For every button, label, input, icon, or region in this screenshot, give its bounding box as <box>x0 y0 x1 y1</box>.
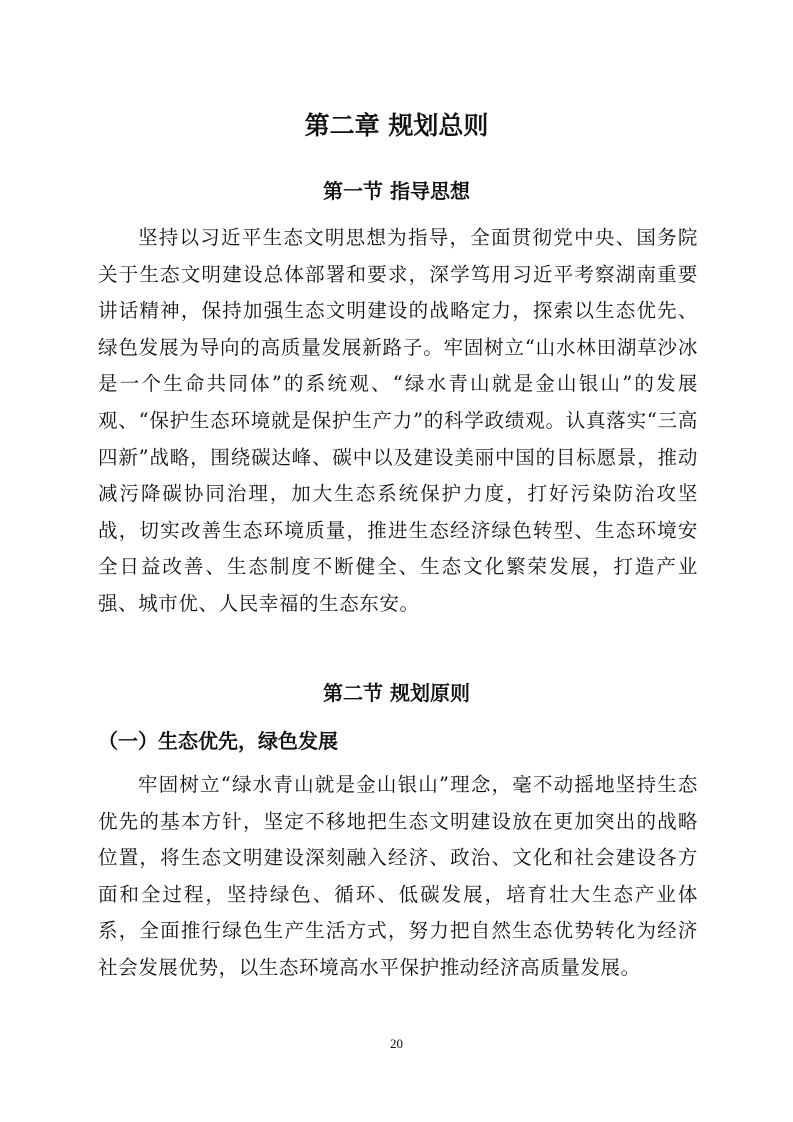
principle-paragraph: 牢固树立“绿水青山就是金山银山”理念，毫不动摇地坚持生态优先的基本方针，坚定不移地把生态文明建设放在更加突出的战略位置，将生态文明建设深刻融入经济、政治、文化和社会建设各方面和全过程，坚持绿色、循环、低碳发展，培育壮大生态产业体系，全面推行绿色生产生活方式，努力把自然生态优势转化为经济社会发展优势，以生态环境高水平保护推动经济高质量发展。 <box>98 773 698 979</box>
chapter-title: 第二章 规划总则 <box>304 111 489 140</box>
guiding-ideology-paragraph: 坚持以习近平生态文明思想为指导，全面贯彻党中央、国务院关于生态文明建设总体部署和要求，深学笃用习近平考察湖南重要讲话精神，保持加强生态文明建设的战略定力，探索以生态优先、绿色发展为导向的高质量发展新路子。牢固树立“山水林田湖草沙冰是一个生命共同体”的系统观、“绿水青山就是金山银山”的发展观、“保护生态环境就是保护生产力”的科学政绩观。认真落实“三高四新”战略，围绕碳达峰、碳中以及建设美丽中国的目标愿景，推动减污降碳协同治理，加大生态系统保护力度，打好污染防治攻坚战，切实改善生态环境质量，推进生态经济绿色转型、生态环境安全日益改善、生态制度不断健全、生态文化繁荣发展，打造产业强、城市优、人民幸福的生态东安。 <box>98 226 698 615</box>
section-title-guiding-ideology: 第一节 指导思想 <box>323 179 470 203</box>
principle-subheading: （一）生态优先，绿色发展 <box>98 729 338 753</box>
section-title-planning-principles: 第二节 规划原则 <box>323 681 470 705</box>
page-number: 20 <box>390 1036 403 1051</box>
